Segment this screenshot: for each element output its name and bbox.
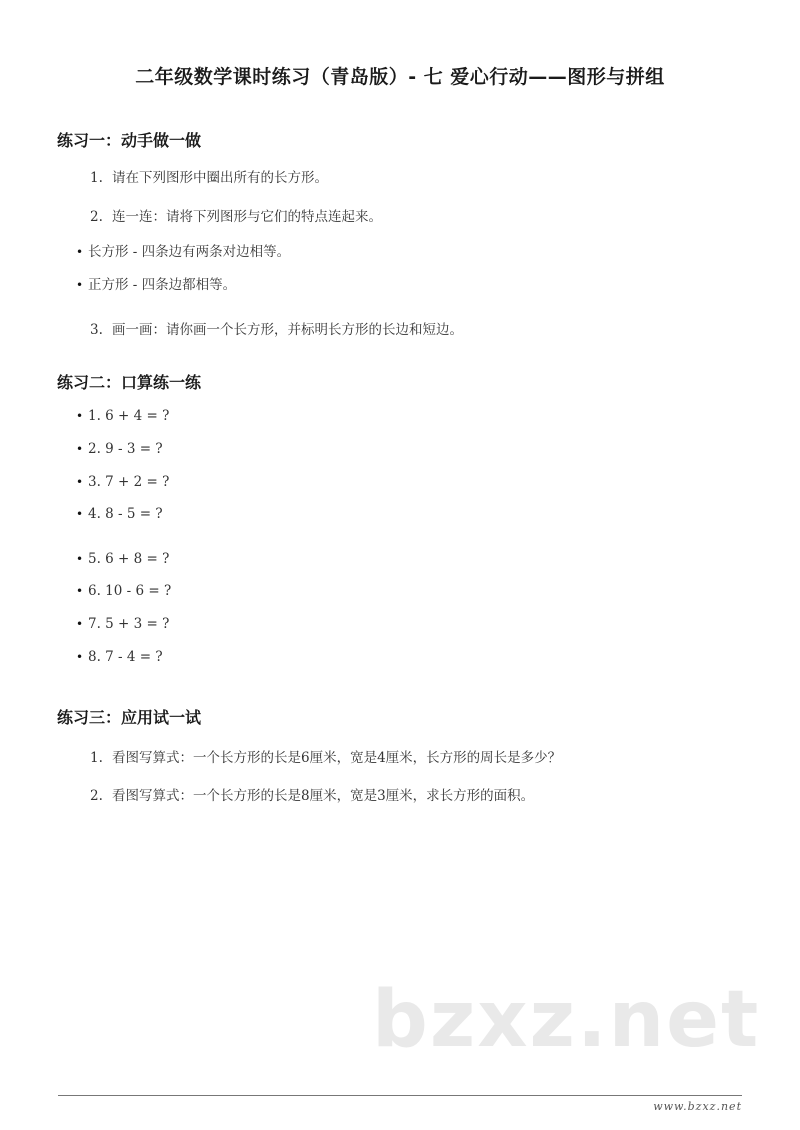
bullet-icon: •: [76, 650, 84, 664]
bullet-icon: •: [76, 409, 84, 423]
item-text: 3. 7 + 2 = ?: [88, 474, 170, 490]
bullet-icon: •: [76, 278, 84, 292]
bullet-item: [76, 583, 171, 599]
item-text: 1. 6 + 4 = ?: [88, 408, 170, 424]
bullet-icon: •: [76, 475, 84, 489]
item-text: 连一连：请将下列图形与它们的特点连起来。: [112, 209, 382, 225]
item-text: 看图写算式：一个长方形的长是6厘米，宽是4厘米，长方形的周长是多少？: [112, 750, 562, 766]
item-text: 8. 7 - 4 = ?: [88, 649, 163, 665]
item-number: 2.: [90, 209, 103, 225]
list-item: [90, 746, 561, 766]
item-text: 看图写算式：一个长方形的长是8厘米，宽是3厘米，求长方形的面积。: [112, 788, 535, 804]
bullet-item: [76, 506, 163, 522]
item-text: 画一画：请你画一个长方形，并标明长方形的长边和短边。: [112, 322, 463, 338]
item-number: 2.: [90, 788, 103, 804]
list-item: [90, 318, 463, 338]
item-text: 2. 9 - 3 = ?: [88, 441, 163, 457]
bullet-icon: •: [76, 245, 84, 259]
bullet-item: [76, 441, 163, 457]
bullet-icon: •: [76, 617, 84, 631]
item-text: 正方形 - 四条边都相等。: [88, 277, 237, 293]
watermark-logo: bzxz.net: [372, 975, 761, 1065]
item-text: 6. 10 - 6 = ?: [88, 583, 172, 599]
bullet-item: [76, 649, 163, 665]
section-heading-exercise-1: 练习一：动手做一做: [57, 131, 202, 150]
bullet-icon: •: [76, 442, 84, 456]
bullet-icon: •: [76, 552, 84, 566]
bullet-item: [76, 551, 169, 567]
bullet-item: [76, 240, 290, 260]
item-text: 4. 8 - 5 = ?: [88, 506, 163, 522]
item-text: 7. 5 + 3 = ?: [88, 616, 170, 632]
bullet-item: [76, 273, 236, 293]
page-title: 二年级数学课时练习（青岛版）- 七 爱心行动——图形与拼组: [135, 66, 665, 88]
list-item: [90, 784, 534, 804]
item-number: 3.: [90, 322, 103, 338]
item-text: 长方形 - 四条边有两条对边相等。: [88, 244, 291, 260]
section-heading-exercise-2: 练习二：口算练一练: [57, 373, 202, 392]
bullet-item: [76, 616, 169, 632]
bullet-item: [76, 474, 169, 490]
footer-url: www.bzxz.net: [653, 1100, 742, 1113]
bullet-icon: •: [76, 507, 84, 521]
bullet-item: [76, 408, 169, 424]
item-text: 5. 6 + 8 = ?: [88, 551, 170, 567]
bullet-icon: •: [76, 584, 84, 598]
item-number: 1.: [90, 750, 103, 766]
item-text: 请在下列图形中圈出所有的长方形。: [112, 170, 328, 186]
footer-divider: [58, 1095, 742, 1096]
item-number: 1.: [90, 170, 103, 186]
list-item: [90, 205, 382, 225]
section-heading-exercise-3: 练习三：应用试一试: [57, 708, 202, 727]
list-item: [90, 166, 328, 186]
